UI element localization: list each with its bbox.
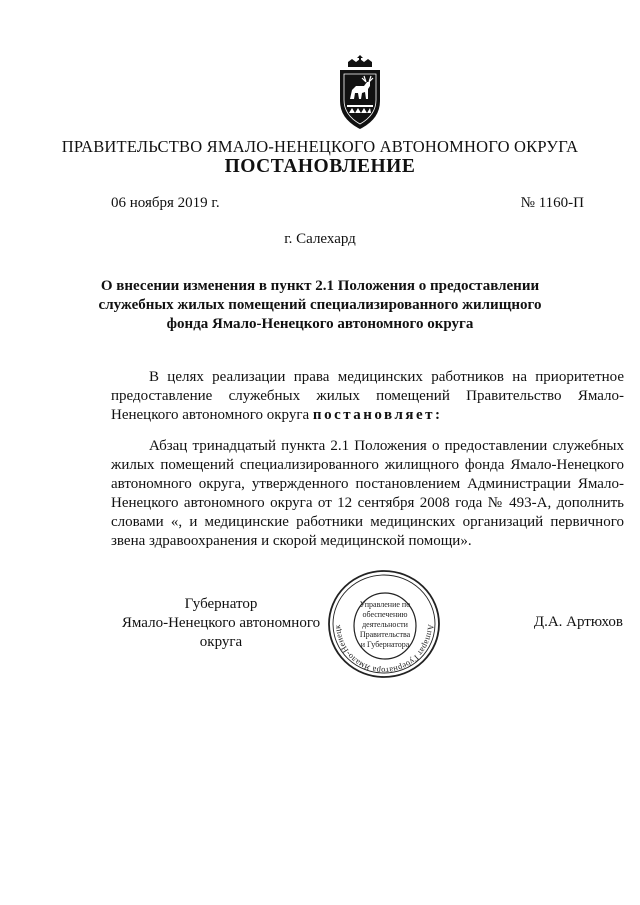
coat-of-arms-icon — [335, 55, 385, 135]
paragraph-text: В целях реализации права медицинских работников на приоритетное предоставление служебных жилых помещений Правительство Ямало-Ненецкого автономного округа — [111, 369, 624, 423]
document-subject: О внесении изменения в пункт 2.1 Положения о предоставлении служебных жилых помещений специализированного жилищного фонда Ямало-Ненецкого автономного округа — [98, 278, 542, 332]
signatory-title — [111, 595, 331, 652]
svg-text:обеспечению: обеспечению — [362, 610, 408, 619]
body-paragraph-2: Абзац тринадцатый пункта 2.1 Положения о предоставлении служебных жилых помещений специализированного жилищного фонда Ямало-Ненецкого автономного округа, утвержденного постановлением Администрации Ямало-Ненецкого автономного округа от 12 сентября 2008 года № 493-А, дополнить словами «, и медицинские работники медицинских организаций первичного звена здравоохранения и скорой медицинской помощи». — [111, 438, 624, 549]
document-date: 06 ноября 2019 г. — [111, 195, 220, 211]
svg-text:Управление по: Управление по — [359, 600, 411, 609]
signatory-title-line-1: Губернатор — [184, 596, 258, 612]
signatory-title-line-2: Ямало-Ненецкого автономного округа — [121, 615, 321, 650]
svg-text:Аппарат Губернатора Ямало-Нене: Аппарат Губернатора Ямало-Ненецк — [332, 623, 436, 676]
svg-text:и Губернатора: и Губернатора — [360, 640, 410, 649]
decree-word: постановляет: — [312, 407, 443, 423]
document-type-title: ПОСТАНОВЛЕНИЕ — [224, 156, 416, 177]
svg-text:Правительства: Правительства — [359, 630, 411, 639]
body-paragraph-1 — [111, 368, 624, 425]
document-number: № 1160-П — [520, 195, 584, 211]
document-city: г. Салехард — [284, 231, 356, 247]
signatory-name: Д.А. Артюхов — [533, 614, 623, 630]
official-seal — [326, 568, 442, 680]
svg-text:деятельности: деятельности — [362, 620, 408, 629]
government-title: ПРАВИТЕЛЬСТВО ЯМАЛО-НЕНЕЦКОГО АВТОНОМНОГО ОКРУГА — [61, 137, 579, 156]
